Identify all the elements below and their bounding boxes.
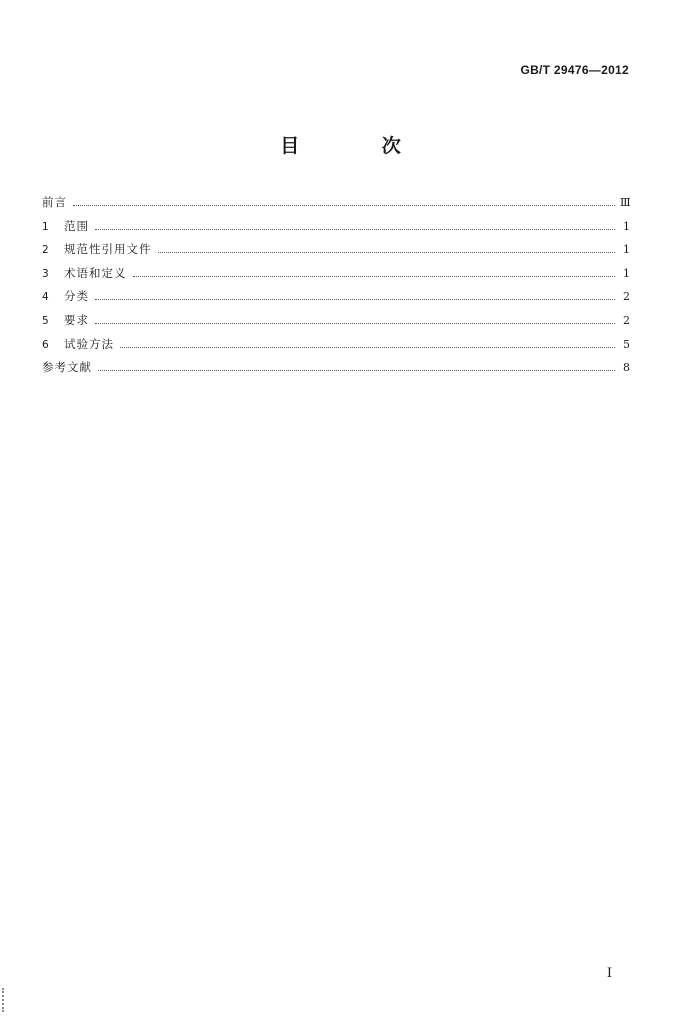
toc-entry-page: Ⅲ (620, 196, 631, 209)
toc-entry-label: 试验方法 (64, 336, 114, 351)
toc-entry-requirements[interactable] (42, 312, 630, 336)
toc-leader-dots (73, 204, 615, 206)
toc-entry-page: 1 (623, 243, 630, 257)
toc-entry-scope[interactable] (42, 218, 630, 242)
toc-entry-number: 5 (42, 314, 49, 327)
toc-leader-dots (158, 251, 616, 253)
standard-code: GB/T 29476—2012 (520, 63, 629, 77)
toc-entry-bibliography[interactable] (42, 359, 630, 383)
toc-entry-number: 6 (42, 338, 49, 351)
toc-entry-foreword[interactable] (42, 194, 630, 218)
toc-entry-page: 1 (623, 266, 630, 280)
page-number: I (606, 966, 612, 981)
toc-entry-label: 前言 (42, 195, 67, 209)
toc-leader-dots (133, 275, 616, 277)
toc-entry-page: 2 (623, 313, 630, 327)
toc-entry-number: 1 (42, 220, 49, 233)
toc-entry-label: 分类 (64, 289, 89, 304)
toc-entry-terms-definitions[interactable] (42, 265, 630, 289)
toc-entry-classification[interactable] (42, 288, 630, 312)
toc-entry-label: 范围 (64, 218, 89, 233)
scan-artifact (2, 988, 7, 1012)
toc-entry-label: 要求 (64, 312, 89, 327)
toc-entry-number: 3 (42, 267, 49, 280)
toc-leader-dots (120, 346, 615, 348)
page-title: 目 次 (280, 135, 439, 157)
toc-entry-normative-references[interactable] (42, 241, 630, 265)
toc-entry-number: 2 (42, 244, 49, 257)
toc-leader-dots (95, 228, 615, 230)
toc-entry-number: 4 (42, 291, 49, 304)
toc-entry-page: 2 (623, 290, 630, 304)
toc-entry-page: 5 (623, 337, 630, 351)
toc-entry-page: 8 (623, 361, 630, 375)
toc-leader-dots (95, 322, 615, 324)
toc-entry-page: 1 (623, 219, 630, 233)
toc-entry-label: 参考文献 (42, 360, 92, 375)
toc-entry-test-methods[interactable] (42, 336, 630, 360)
toc-leader-dots (95, 298, 615, 300)
toc-leader-dots (98, 369, 615, 371)
toc-entry-label: 规范性引用文件 (64, 242, 152, 257)
table-of-contents (42, 194, 630, 383)
toc-entry-label: 术语和定义 (64, 265, 127, 280)
